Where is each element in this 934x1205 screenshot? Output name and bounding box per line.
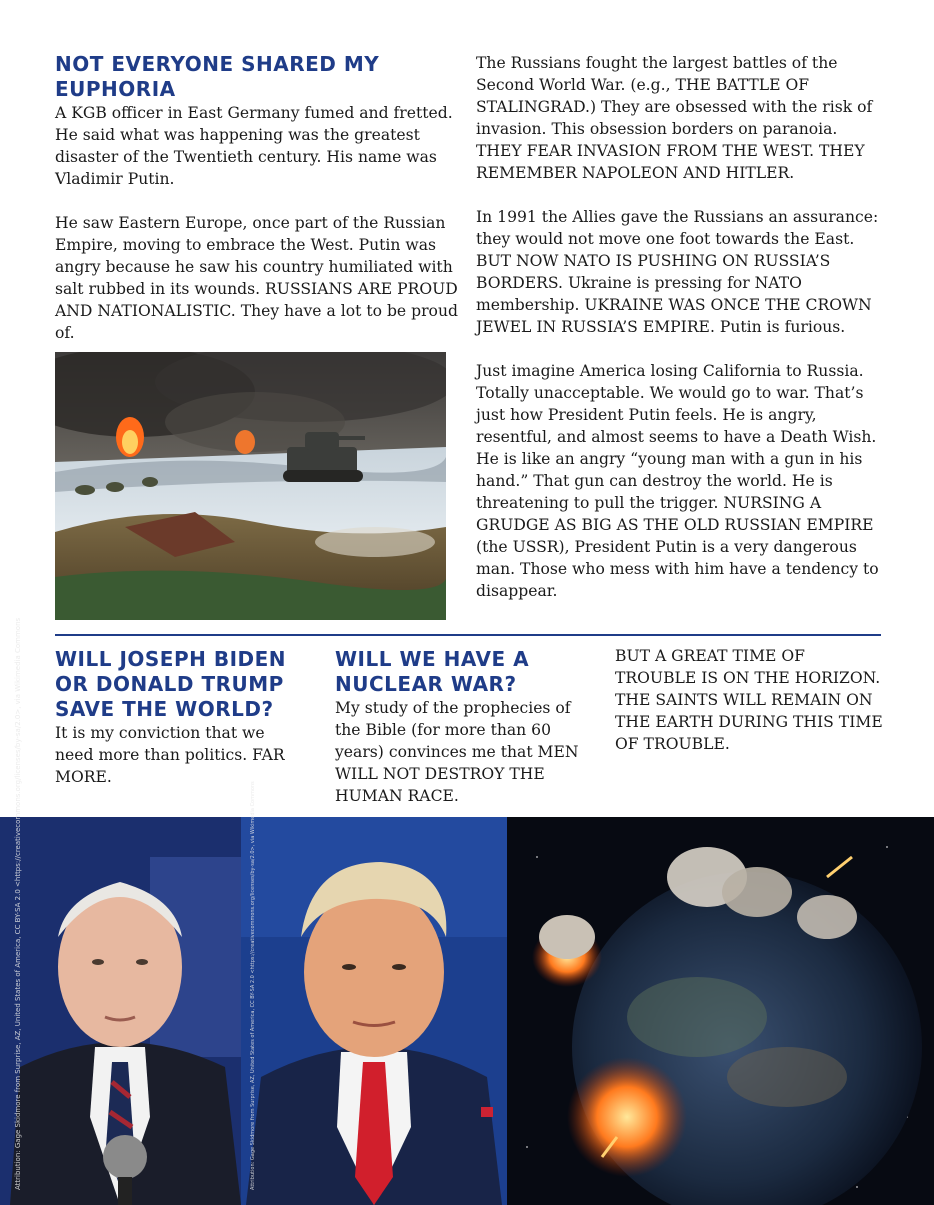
- section-nuclear: [335, 647, 597, 807]
- nuclear-heading: [335, 647, 597, 697]
- euphoria-paragraph-1: A KGB officer in East Germany fumed and fretted. He said what was happening was the greatest disaster of the Twentieth century. His name was Vladimir Putin.: [55, 104, 453, 188]
- biden-trump-heading-line3: SAVE THE WORLD?: [55, 697, 274, 721]
- biden-trump-heading-line1: WILL JOSEPH BIDEN: [55, 647, 287, 671]
- biden-trump-heading-line2: OR DONALD TRUMP: [55, 672, 284, 696]
- euphoria-heading-line1: NOT EVERYONE SHARED MY: [55, 52, 380, 76]
- russia-paragraph-3: Just imagine America losing California to Russia. Totally unacceptable. We would go to war. That’s just how President Putin feels. He is angry, resentful, and almost seems to have a Death Wish. He is like an angry “young man with a gun in his hand.” That gun can destroy the world. He is threatening to pull the trigger. NURSING A GRUDGE AS BIG AS THE OLD RUSSIAN EMPIRE (the USSR), President Putin is a very dangerous man. Those who mess with him have a tendency to disappear.: [476, 362, 879, 600]
- section-trouble: [615, 645, 887, 755]
- exploding-earth-image: [507, 817, 934, 1205]
- battle-painting-image: [55, 352, 446, 620]
- biden-photo-credit: Attribution: Gage Skidmore from Surprise, AZ, United States of America, CC BY-SA 2.0 <https://creativecommons.org/licenses/by-sa/2.0>, via Wikimedia Commons: [14, 617, 22, 1190]
- euphoria-paragraph-2: He saw Eastern Europe, once part of the Russian Empire, moving to embrace the West. Putin was angry because he saw his country humiliated with salt rubbed in its wounds. RUSSIANS ARE PROUD AND NATIONALISTIC. They have a lot to be proud of.: [55, 214, 458, 342]
- nuclear-heading-line2: NUCLEAR WAR?: [335, 672, 517, 696]
- nuclear-body: My study of the prophecies of the Bible (for more than 60 years) convinces me that MEN WILL NOT DESTROY THE HUMAN RACE.: [335, 699, 579, 805]
- trouble-body: BUT A GREAT TIME OF TROUBLE IS ON THE HORIZON. THE SAINTS WILL REMAIN ON THE EARTH DURING THIS TIME OF TROUBLE.: [615, 647, 883, 753]
- biden-trump-body: It is my conviction that we need more than politics. FAR MORE.: [55, 724, 285, 786]
- euphoria-heading-line2: EUPHORIA: [55, 77, 176, 101]
- biden-photo-image: [0, 817, 241, 1205]
- section-divider: [55, 634, 881, 636]
- russia-paragraph-1: The Russians fought the largest battles of the Second World War. (e.g., THE BATTLE OF STALINGRAD.) They are obsessed with the risk of invasion. This obsession borders on paranoia. THEY FEAR INVASION FROM THE WEST. THEY REMEMBER NAPOLEON AND HITLER.: [476, 54, 873, 182]
- euphoria-heading: [55, 52, 463, 102]
- russia-paragraph-2: In 1991 the Allies gave the Russians an assurance: they would not move one foot towards the East. BUT NOW NATO IS PUSHING ON RUSSIA’S BORDERS. Ukraine is pressing for NATO membership. UKRAINE WAS ONCE THE CROWN JEWEL IN RUSSIA’S EMPIRE. Putin is furious.: [476, 208, 879, 336]
- trump-photo-image: [241, 817, 507, 1205]
- section-biden-trump: [55, 647, 310, 788]
- biden-trump-heading: [55, 647, 310, 722]
- section-russia: [476, 52, 886, 602]
- trump-photo-credit: Attribution: Gage Skidmore from Surprise, AZ, United States of America, CC BY-SA 2.0 <https://creativecommons.org/licenses/by-sa/2.0>, via Wikimedia Commons: [250, 781, 256, 1190]
- nuclear-heading-line1: WILL WE HAVE A: [335, 647, 530, 671]
- section-euphoria: [55, 52, 463, 344]
